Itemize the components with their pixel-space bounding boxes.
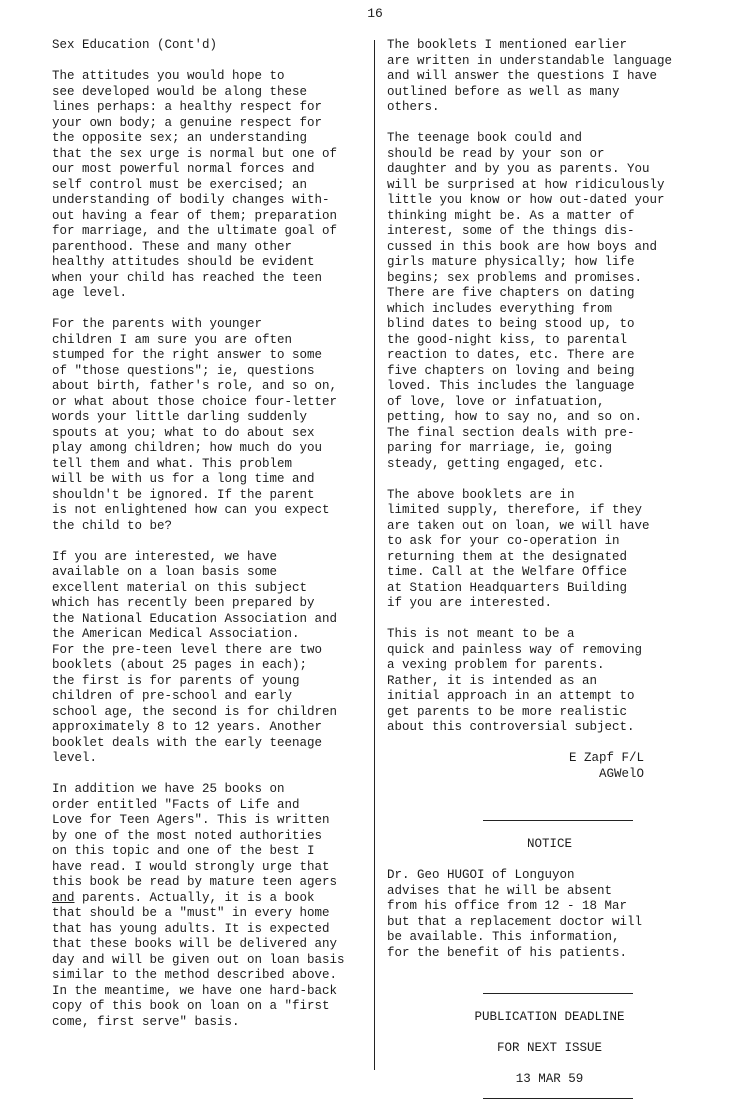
left-column bbox=[52, 38, 377, 1046]
section-heading: Sex Education (Cont'd) bbox=[52, 38, 218, 52]
paragraph-not-meant: This is not meant to be a quick and painless way of removing a vexing problem for parents. Rather, it is intended as an initial approach in an attempt to get parents to be more realistic about this controversial subject. bbox=[387, 627, 643, 734]
page-number: 16 bbox=[367, 6, 383, 21]
notice-title: NOTICE bbox=[526, 837, 572, 851]
paragraph-teenage-book: The teenage book could and should be read by your son or daughter and by you as parents. You will be surprised at how ridiculously little you know or how out-dated your thinking might be. As a matter of interest, some of the things dis- cussed in this book are how boys and girls mature physically; how life begins; sex problems and promises. There are five chapters on dating which includes everything from blind dates to being stood up, to the good-night kiss, to parental reaction to dates, etc. There are five chapters on loving and being loved. This includes the language of love, love or infatuation, petting, how to say no, and so on. The final section deals with pre- paring for marriage, ie, going steady, getting engaged, etc. bbox=[387, 131, 665, 471]
underlined-word: and bbox=[52, 890, 75, 905]
deadline-top-rule bbox=[483, 993, 633, 994]
signature-title: AGWelO bbox=[598, 766, 644, 781]
deadline-title: PUBLICATION DEADLINE bbox=[474, 1010, 625, 1024]
notice-body: Dr. Geo HUGOI of Longuyon advises that he will be absent from his office from 12 - 18 Mar but that a replacement doctor will be available. This information, for the benefit of his patients. bbox=[387, 868, 643, 960]
paragraph-attitudes: The attitudes you would hope to see developed would be along these lines perhaps: a healthy respect for your own body; a genuine respect for the opposite sex; an understanding that the sex urge is normal but one of our most powerful normal forces and self control must be exercised; an understanding of bodily changes with- out having a fear of them; preparation for marriage, and the ultimate goal of parenthood. These and many other healthy attitudes should be evident when your child has reached the teen age level. bbox=[52, 69, 338, 300]
signature-name: E Zapf F/L bbox=[568, 751, 644, 765]
paragraph-teen-book bbox=[52, 782, 377, 1030]
deadline-bottom-rule bbox=[483, 1098, 633, 1099]
teen-book-text-end: parents. Actually, it is a book that should be a "must" in every home that has young adults. It is expected that these books will be delivered any day and will be given out on loan basis similar to the method described above. In the meantime, we have one hard-back copy of this book on loan on a "first come, first serve" basis. bbox=[52, 890, 345, 1029]
deadline-date: 13 MAR 59 bbox=[515, 1072, 584, 1086]
right-column bbox=[387, 38, 712, 1099]
paragraph-booklets: The booklets I mentioned earlier are written in understandable language and will answer the questions I have outlined before as well as many others. bbox=[387, 38, 673, 114]
paragraph-younger-children: For the parents with younger children I am sure you are often stumped for the right answer to some of "those questions"; ie, questions about birth, father's role, and so on, or what about those choice four-letter words your little darling suddenly spouts at you; what to do about sex play among children; how much do you tell them and what. This problem will be with us for a long time and shouldn't be ignored. If the parent is not enlightened how can you expect the child to be? bbox=[52, 317, 338, 533]
paragraph-limited-supply: The above booklets are in limited supply, therefore, if they are taken out on loan, we will have to ask for your co-operation in returning them at the designated time. Call at the Welfare Office at Station Headquarters Building if you are interested. bbox=[387, 487, 650, 610]
notice-top-rule bbox=[483, 820, 633, 821]
teen-book-text-start: In addition we have 25 books on order entitled "Facts of Life and Love for Teen Agers". This is written by one of the most noted authorities on this topic and one of the best I have read. I would strongly urge that this book be read by mature teen agers bbox=[52, 782, 338, 889]
paragraph-loan-material: If you are interested, we have available on a loan basis some excellent material on this subject which has recently been prepared by the National Education Association and the American Medical Association. For the pre-teen level there are two booklets (about 25 pages in each); the first is for parents of young children of pre-school and early school age, the second is for children approximately 8 to 12 years. Another booklet deals with the early teenage level. bbox=[52, 549, 338, 765]
deadline-subtitle: FOR NEXT ISSUE bbox=[496, 1041, 603, 1055]
